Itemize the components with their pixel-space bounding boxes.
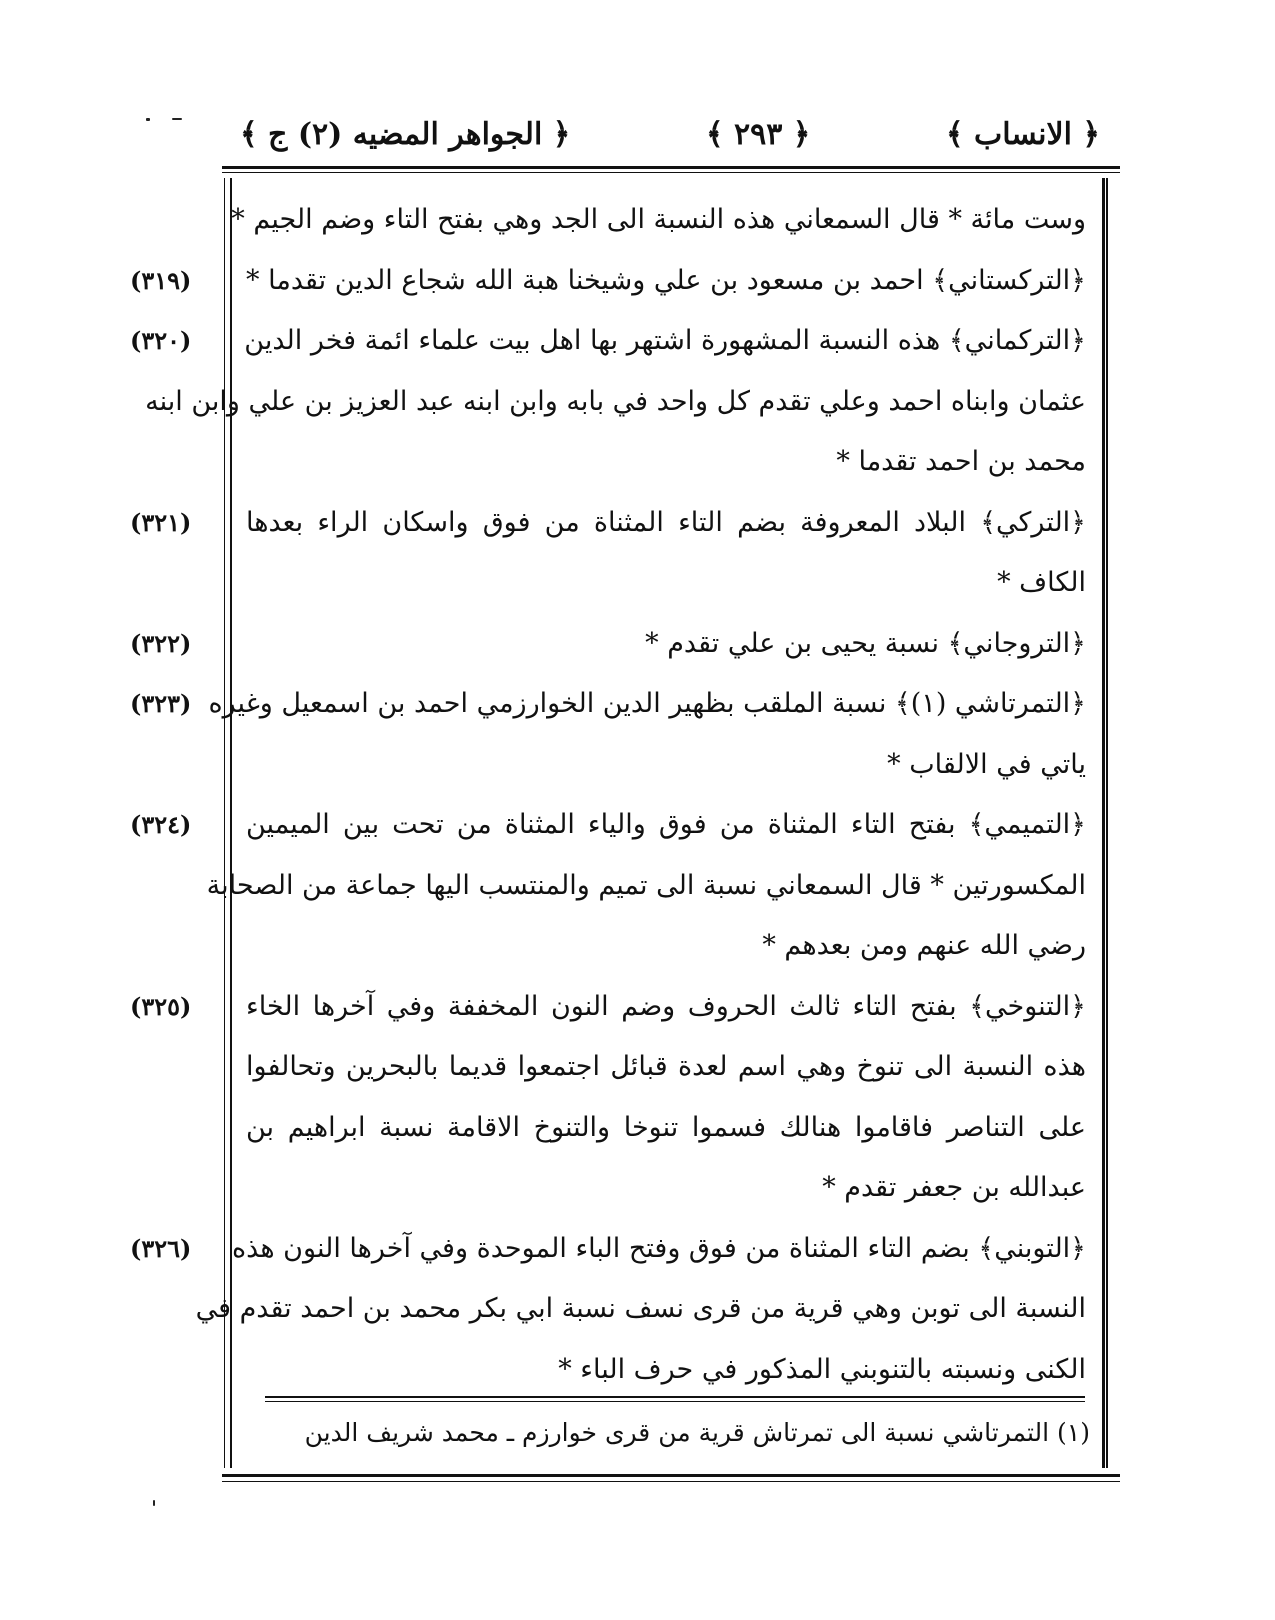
entry-number (130, 1098, 225, 1159)
header-rule-thin (222, 172, 1120, 173)
text-line: رضي الله عنهم ومن بعدهم * (762, 930, 1086, 961)
text-line: ياتي في الالقاب * (887, 748, 1086, 780)
header-rule (222, 166, 1120, 169)
entry-number (130, 190, 225, 251)
text-line: ﴿التميمي﴾ بفتح التاء المثناة من فوق والياء المثناة من تحت بين الميمين (246, 809, 1086, 840)
page-header (240, 112, 1100, 156)
entry-number (130, 372, 225, 433)
text-line: هذه النسبة الى تنوخ وهي اسم لعدة قبائل اجتمعوا قديما بالبحرين وتحالفوا (246, 1051, 1086, 1082)
entry-number (130, 432, 225, 493)
text-line: ﴿التركي﴾ البلاد المعروفة بضم التاء المثناة من فوق واسكان الراء بعدها (246, 506, 1086, 538)
entry-number: (٣٢١) (130, 507, 192, 537)
entry-number: (٣٢٥) (130, 991, 192, 1021)
scan-speck (146, 118, 150, 121)
text-line: عثمان وابناه احمد وعلي تقدم كل واحد في بابه وابن ابنه عبد العزيز بن علي وابن ابنه (145, 385, 1086, 417)
frame-rule-right (1106, 178, 1108, 1468)
text-line: ﴿التوبني﴾ بضم التاء المثناة من فوق وفتح الباء الموحدة وفي آخرها النون هذه (232, 1232, 1086, 1264)
entry-number: (٣٢٣) (130, 689, 192, 718)
entry-number (130, 1279, 225, 1340)
header-page-number: ﴿ ٢٩٣ ﴾ (705, 116, 811, 152)
text-line: الكاف * (997, 567, 1086, 598)
text-line: ﴿التروجاني﴾ نسبة يحيى بن علي تقدم * (645, 627, 1086, 659)
entry-number (130, 1158, 225, 1219)
entry-number (130, 553, 225, 614)
entry-number: (٣٢٤) (130, 810, 192, 839)
entry-number (130, 1340, 225, 1401)
text-line: النسبة الى توبن وهي قرية من قرى نسف نسبة ابي بكر محمد بن احمد تقدم في (195, 1293, 1086, 1324)
entry-number (130, 735, 225, 796)
scan-speck (172, 118, 182, 120)
text-line: ﴿التركماني﴾ هذه النسبة المشهورة اشتهر بها اهل بيت علماء ائمة فخر الدين (244, 325, 1086, 356)
entry-number (130, 856, 225, 917)
header-section-title: ﴿ الانساب ﴾ (946, 116, 1100, 152)
text-line: ﴿التنوخي﴾ بفتح التاء ثالث الحروف وضم النون المخففة وفي آخرها الخاء (246, 990, 1086, 1022)
text-line: على التناصر فاقاموا هنالك فسموا تنوخا والتنوخ الاقامة نسبة ابراهيم بن (246, 1111, 1086, 1143)
text-line: وست مائة * قال السمعاني هذه النسبة الى الجد وهي بفتح التاء وضم الجيم * (231, 204, 1086, 235)
bottom-rule-thin (222, 1481, 1120, 1482)
entry-numbers (130, 190, 225, 1400)
entry-number (130, 916, 225, 977)
text-line: ﴿التمرتاشي (١)﴾ نسبة الملقب بظهير الدين الخوارزمي احمد بن اسمعيل وغيره (208, 688, 1086, 719)
scan-speck (153, 1500, 155, 1506)
entry-number: (٣٢٦) (130, 1233, 192, 1263)
entry-number (130, 1037, 225, 1098)
entry-number: (٣٢٠) (130, 326, 192, 355)
text-line: المكسورتين * قال السمعاني نسبة الى تميم والمنتسب اليها جماعة من الصحابة (206, 869, 1086, 901)
footnote-rule-thin (265, 1401, 1085, 1402)
text-line: محمد بن احمد تقدما * (836, 446, 1086, 477)
text-line: عبدالله بن جعفر تقدم * (822, 1172, 1086, 1203)
entry-number: (٣٢٢) (130, 628, 192, 658)
text-line: ﴿التركستاني﴾ احمد بن مسعود بن علي وشيخنا هبة الله شجاع الدين تقدما * (246, 264, 1086, 296)
footnote: (١) التمرتاشي نسبة الى تمرتاش قرية من قرى خوارزم ـ محمد شريف الدين (304, 1418, 1090, 1447)
footnote-rule (265, 1396, 1085, 1398)
bottom-rule (222, 1474, 1120, 1477)
entry-number: (٣١٩) (130, 265, 192, 295)
header-book-title: ﴿ الجواهر المضيه (٢) ج ﴾ (240, 116, 571, 152)
text-line: الكنى ونسبته بالتنوبني المذكور في حرف الباء * (558, 1353, 1086, 1385)
